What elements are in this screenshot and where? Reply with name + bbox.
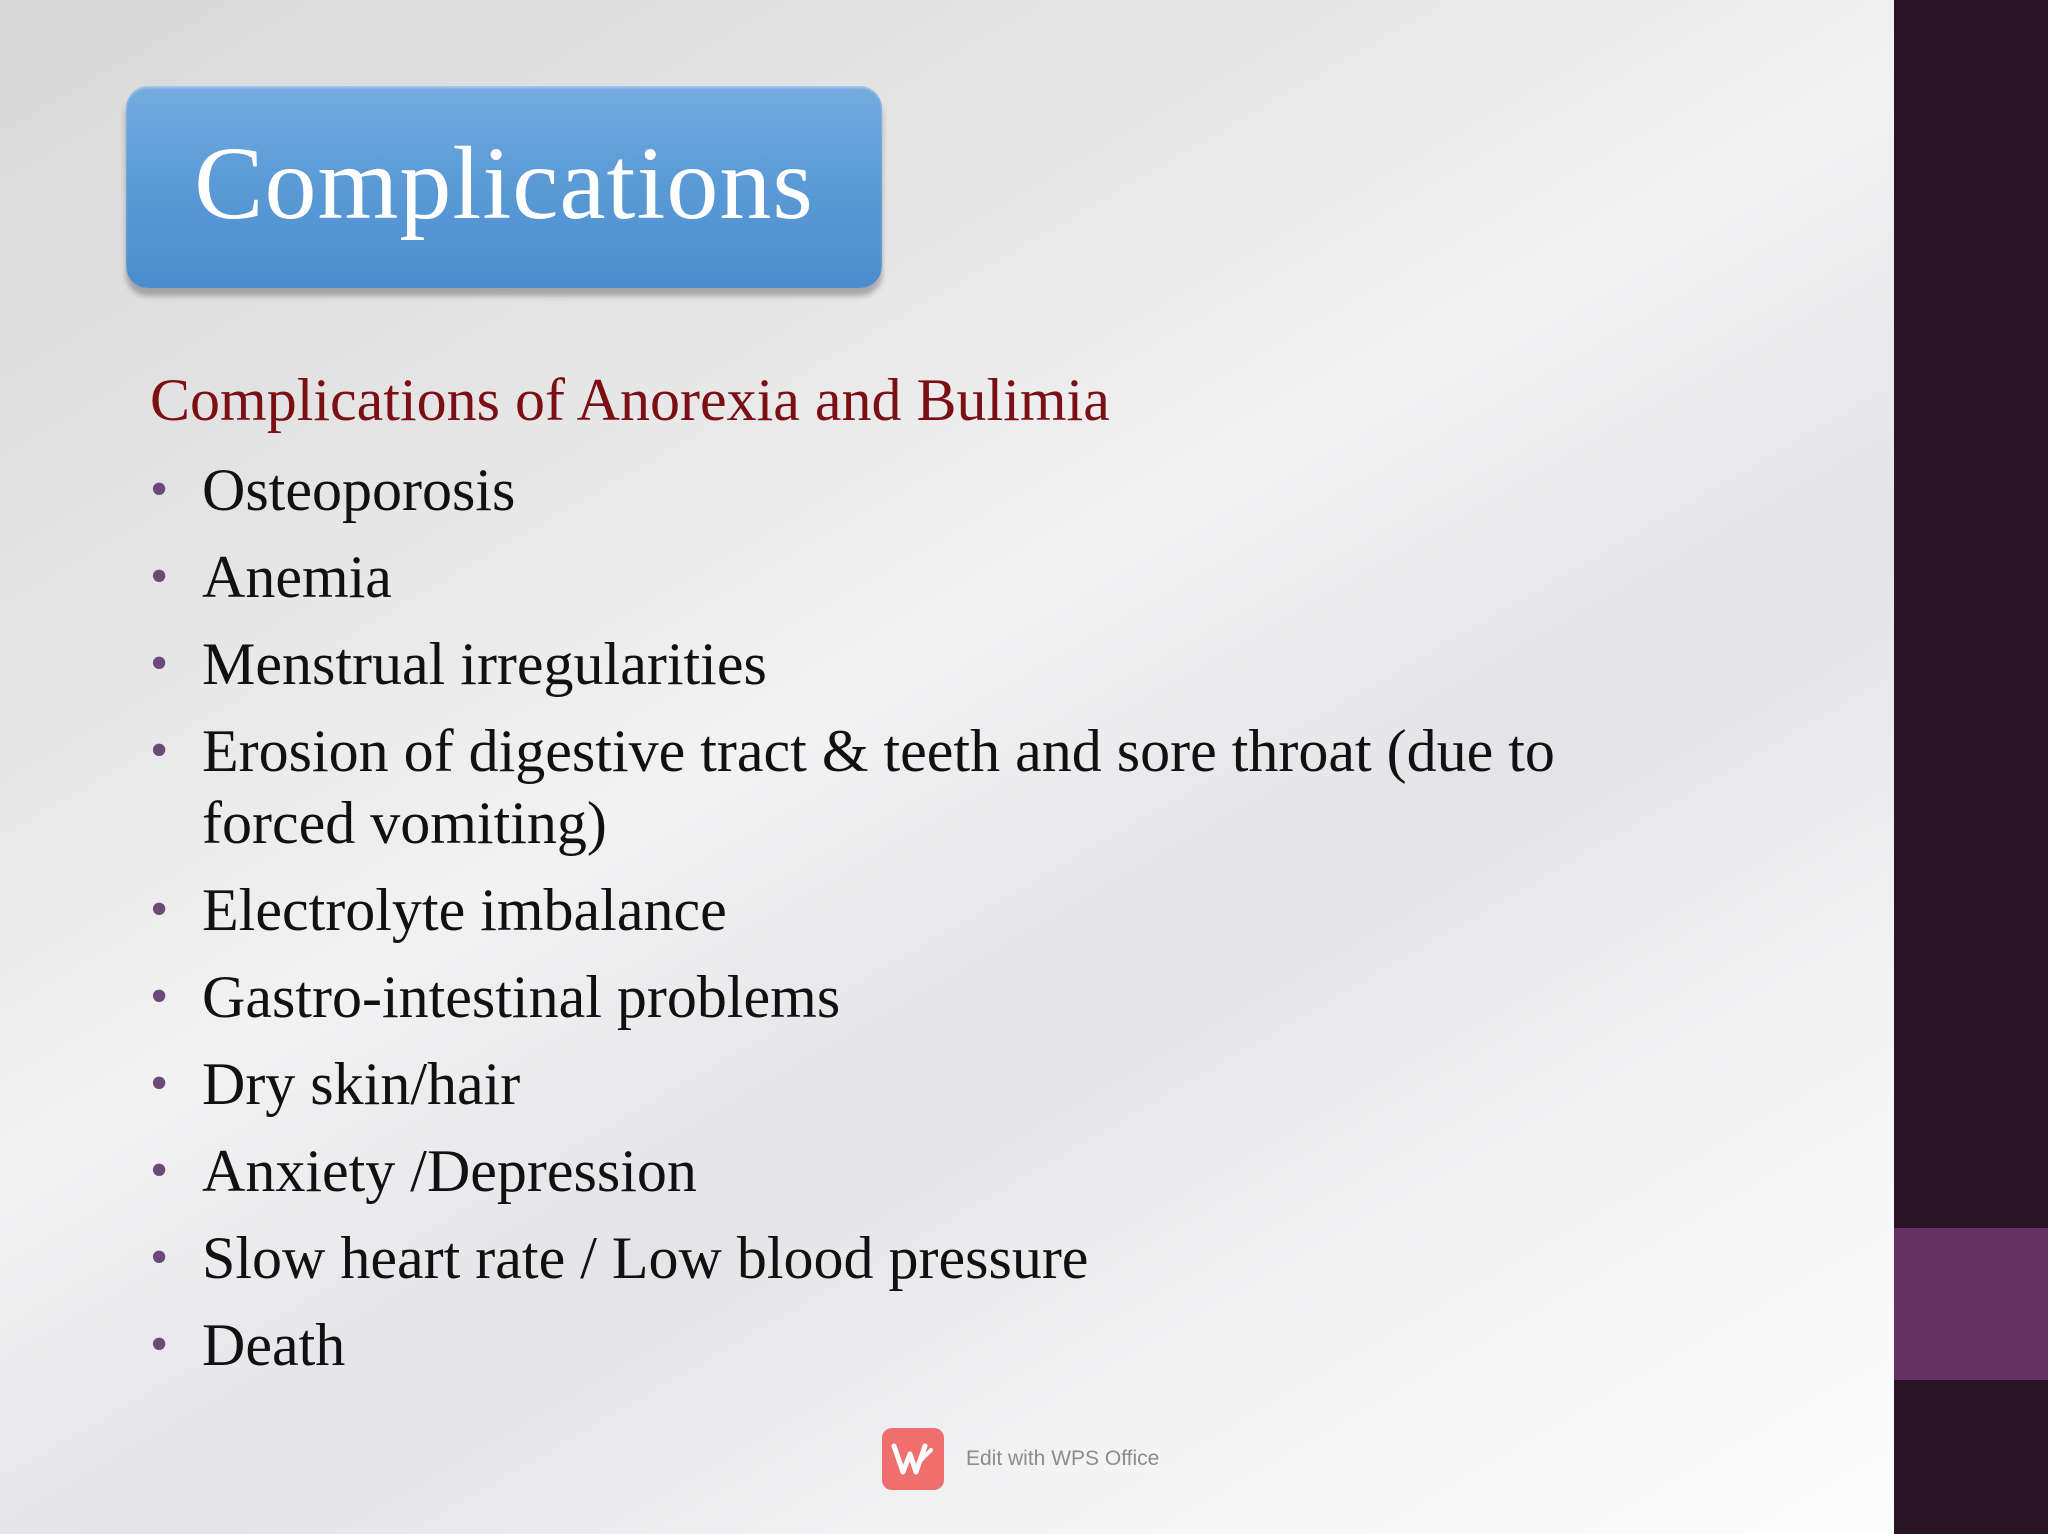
bullet-item — [150, 1048, 1650, 1120]
bullet-text: Death — [202, 1312, 346, 1378]
side-decoration-accent — [1894, 1228, 2048, 1380]
bullet-dot-icon: • — [150, 968, 169, 1025]
wps-w-glyph-icon — [891, 1440, 935, 1478]
bullet-item — [150, 454, 1650, 526]
slide-title: Complications — [194, 125, 814, 241]
bullet-text: Anemia — [202, 544, 392, 610]
bullet-text: Gastro-intestinal problems — [202, 964, 841, 1030]
bullet-item — [150, 874, 1650, 946]
bullet-dot-icon: • — [150, 1229, 169, 1286]
bullet-dot-icon: • — [150, 635, 169, 692]
bullet-text: Dry skin/hair — [202, 1051, 521, 1117]
bullet-text: Electrolyte imbalance — [202, 877, 727, 943]
wps-office-logo-icon — [882, 1428, 944, 1490]
bullet-item — [150, 1222, 1650, 1294]
bullet-item — [150, 628, 1650, 700]
title-box — [126, 86, 882, 288]
wps-watermark[interactable] — [882, 1428, 1159, 1490]
bullet-dot-icon: • — [150, 1316, 169, 1373]
slide-subtitle: Complications of Anorexia and Bulimia — [150, 367, 1110, 433]
watermark-text: Edit with WPS Office — [966, 1447, 1160, 1470]
bullet-dot-icon: • — [150, 881, 169, 938]
bullet-text: Anxiety /Depression — [202, 1138, 697, 1204]
bullet-list — [150, 454, 1650, 1396]
bullet-dot-icon: • — [150, 1055, 169, 1112]
bullet-text: Erosion of digestive tract & teeth and sore throat (due to forced vomiting) — [202, 718, 1555, 856]
bullet-item — [150, 961, 1650, 1033]
bullet-text: Menstrual irregularities — [202, 631, 767, 697]
bullet-dot-icon: • — [150, 1142, 169, 1199]
bullet-item — [150, 541, 1650, 613]
bullet-dot-icon: • — [150, 722, 169, 779]
bullet-text: Osteoporosis — [202, 457, 516, 523]
bullet-item — [150, 715, 1650, 859]
bullet-item — [150, 1135, 1650, 1207]
bullet-text: Slow heart rate / Low blood pressure — [202, 1225, 1089, 1291]
bullet-item — [150, 1309, 1650, 1381]
bullet-dot-icon: • — [150, 548, 169, 605]
bullet-dot-icon: • — [150, 461, 169, 518]
